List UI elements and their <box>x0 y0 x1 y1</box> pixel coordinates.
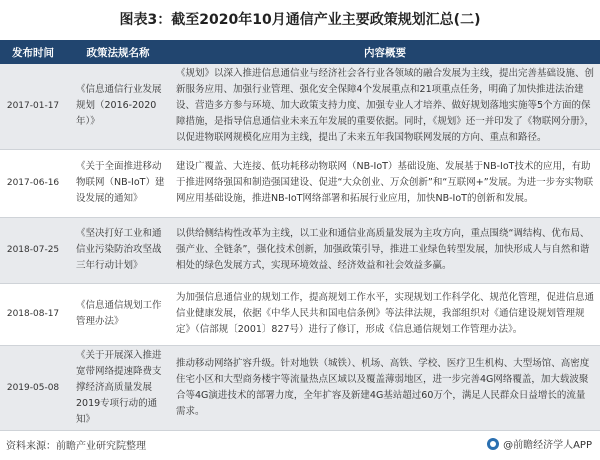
brand-label: @前瞻经济学人APP <box>503 440 592 451</box>
row-policy-name: 《坚决打好工业和通信业污染防治攻坚战三年行动计划》 <box>66 217 170 283</box>
row-summary: 以供给侧结构性改革为主线，以工业和通信业高质量发展为主攻方向，重点围绕“调结构、优布局、强产业、全链条”，强化技术创新，加强政策引导，推进工业绿色转型发展，加快形成人与自然和谐相处的绿色发展方式，实现环境效益、经济效益和社会效益多赢。 <box>170 217 600 283</box>
table-row <box>0 345 600 430</box>
brand-logo-icon <box>487 438 499 450</box>
row-summary: 推动移动网络扩容升级。针对地铁（城铁）、机场、高铁、学校、医疗卫生机构、大型场馆、高密度住宅小区和大型商务楼宇等流量热点区域以及覆盖薄弱地区，进一步完善4G网络覆盖，加大载波聚合等4G演进技术的部署力度，全年扩容及新建4G基站超过60万个，满足人民群众日益增长的流量需求。 <box>170 345 600 430</box>
row-policy-name: 《关于开展深入推进宽带网络提速降费支撑经济高质量发展2019专项行动的通知》 <box>66 345 170 430</box>
table-row <box>0 217 600 283</box>
row-summary: 为加强信息通信业的规划工作，提高规划工作水平，实现规划工作科学化、规范化管理，促进信息通信业健康发展，依据《中华人民共和国电信条例》等法律法规，我部组织对《通信建设规划管理规定》（信部规〔2001〕827号）进行了修订，形成《信息通信规划工作管理办法》。 <box>170 283 600 345</box>
column-header-name: 政策法规名称 <box>66 40 170 64</box>
table-row <box>0 64 600 149</box>
row-date: 2018-08-17 <box>0 283 66 345</box>
source-note: 资料来源：前瞻产业研究院整理 <box>6 441 146 452</box>
table-row <box>0 149 600 217</box>
column-header-summary: 内容概要 <box>170 40 600 64</box>
row-policy-name: 《信息通信行业发展规划（2016-2020年）》 <box>66 64 170 149</box>
row-date: 2019-05-08 <box>0 345 66 430</box>
table-row <box>0 283 600 345</box>
footer <box>0 433 600 455</box>
policy-table <box>0 40 600 431</box>
row-summary: 《规划》以深入推进信息通信业与经济社会各行业各领域的融合发展为主线，提出完善基础设施、创新服务应用、加强行业管理、强化安全保障4个发展重点和21项重点任务，明确了加快推进法治建设、营造多方参与环境、加大政策支持力度、加强专业人才培养、做好规划落地实施等5个方面的保障措施，是指导信息通信业未来五年发展的重要依据。同时，《规划》还一并印发了《物联网分册》，以促进物联网规模化应用为主线，提出了未来五年我国物联网发展的方向、重点和路径。 <box>170 64 600 149</box>
row-date: 2017-01-17 <box>0 64 66 149</box>
row-policy-name: 《关于全面推进移动物联网（NB-IoT）建设发展的通知》 <box>66 149 170 217</box>
row-date: 2017-06-16 <box>0 149 66 217</box>
row-summary: 建设广覆盖、大连接、低功耗移动物联网（NB-IoT）基础设施、发展基于NB-IoT技术的应用，有助于推进网络强国和制造强国建设、促进“大众创业、万众创新”和“互联网+”发展。为进一步夯实物联网应用基础设施，推进NB-IoT网络部署和拓展行业应用，加快NB-IoT的创新和发展。 <box>170 149 600 217</box>
chart-title: 图表3：截至2020年10月通信产业主要政策规划汇总(二) <box>119 12 481 28</box>
row-date: 2018-07-25 <box>0 217 66 283</box>
brand-watermark <box>487 436 592 451</box>
row-policy-name: 《信息通信规划工作管理办法》 <box>66 283 170 345</box>
column-header-date: 发布时间 <box>0 40 66 64</box>
table-header-row <box>0 40 600 64</box>
